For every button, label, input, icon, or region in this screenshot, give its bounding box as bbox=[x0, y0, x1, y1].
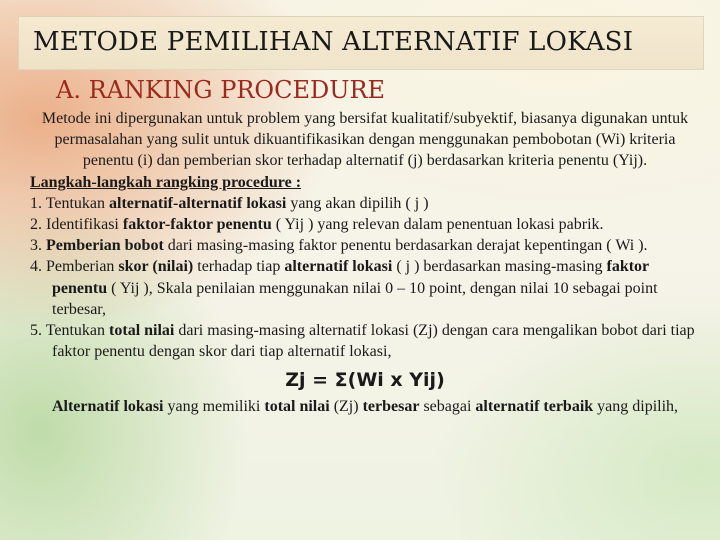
list-item: 4. Pemberian skor (nilai) terhadap tiap alternatif lokasi ( j ) berdasarkan masing-masing faktor penentu ( Yij ), Skala penilaian menggunakan nilai 0 – 10 point, dengan nilai 10 sebagai point terbesar, bbox=[30, 258, 658, 318]
list-item: 5. Tentukan total nilai dari masing-masing alternatif lokasi (Zj) dengan cara mengalikan bobot dari tiap faktor penentu dengan skor dari tiap alternatif lokasi, bbox=[30, 322, 695, 361]
title-bar bbox=[18, 16, 704, 70]
list-item: 1. Tentukan alternatif-alternatif lokasi yang akan dipilih ( j ) bbox=[30, 194, 429, 212]
slide-title: METODE PEMILIHAN ALTERNATIF LOKASI bbox=[33, 27, 634, 57]
section-subtitle: A. RANKING PROCEDURE bbox=[56, 76, 386, 104]
list-item: 2. Identifikasi faktor-faktor penentu ( Yij ) yang relevan dalam penentuan lokasi pabrik. bbox=[30, 216, 604, 234]
intro-paragraph: Metode ini dipergunakan untuk problem yang bersifat kualitatif/subyektif, biasanya digunakan untuk permasalahan yang sulit untuk dikuantifikasikan dengan menggunakan pembobotan (Wi) kriteria penentu (i) dan pemberian skor terhadap alternatif (j) berdasarkan kriteria penentu (Yij). bbox=[41, 110, 689, 170]
list-item: 3. Pemberian bobot dari masing-masing faktor penentu berdasarkan derajat kepentingan ( Wi ). bbox=[30, 237, 648, 255]
conclusion-text: Alternatif lokasi yang memiliki total nilai (Zj) terbesar sebagai alternatif terbaik yang dipilih, bbox=[51, 398, 679, 416]
steps-list bbox=[30, 193, 700, 363]
formula: Zj = Σ(Wi x Yij) bbox=[285, 369, 445, 392]
slide-body bbox=[30, 108, 700, 418]
steps-heading: Langkah-langkah rangking procedure : bbox=[30, 173, 302, 191]
